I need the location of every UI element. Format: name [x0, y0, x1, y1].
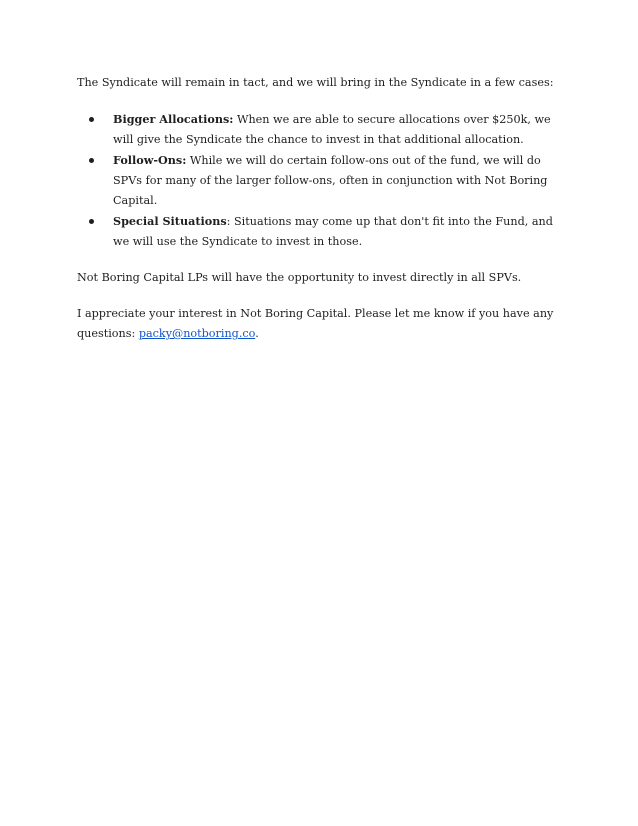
bullet-icon: [89, 117, 94, 122]
closing-period: .: [255, 327, 259, 340]
bullet-title: Follow-Ons:: [113, 153, 187, 167]
document-body: [77, 73, 563, 344]
list-item: [77, 150, 563, 211]
bullet-title: Bigger Allocations:: [113, 112, 234, 126]
bullet-icon: [89, 158, 94, 163]
email-link[interactable]: packy@notboring.co: [138, 327, 256, 340]
closing-text: I appreciate your interest in Not Boring Capital. Please let me know if you have any questions:: [77, 307, 554, 340]
cases-list: [77, 109, 563, 252]
closing-paragraph: [77, 304, 563, 344]
list-item: [77, 109, 563, 150]
bullet-icon: [89, 219, 94, 224]
list-item: [77, 211, 563, 252]
bullet-text: : Situations may come up that don't fit into the Fund, and we will use the Syndicate to invest in those.: [113, 215, 553, 248]
intro-paragraph: The Syndicate will remain in tact, and we will bring in the Syndicate in a few cases:: [77, 76, 554, 89]
bullet-title: Special Situations: [113, 214, 227, 228]
bullet-text: When we are able to secure allocations over $250k, we will give the Syndicate the chance to invest in that additional allocation.: [113, 113, 551, 146]
bullet-text: While we will do certain follow-ons out of the fund, we will do SPVs for many of the larger follow-ons, often in conjunction with Not Boring Capital.: [113, 154, 548, 207]
lp-note-paragraph: Not Boring Capital LPs will have the opportunity to invest directly in all SPVs.: [77, 271, 522, 284]
